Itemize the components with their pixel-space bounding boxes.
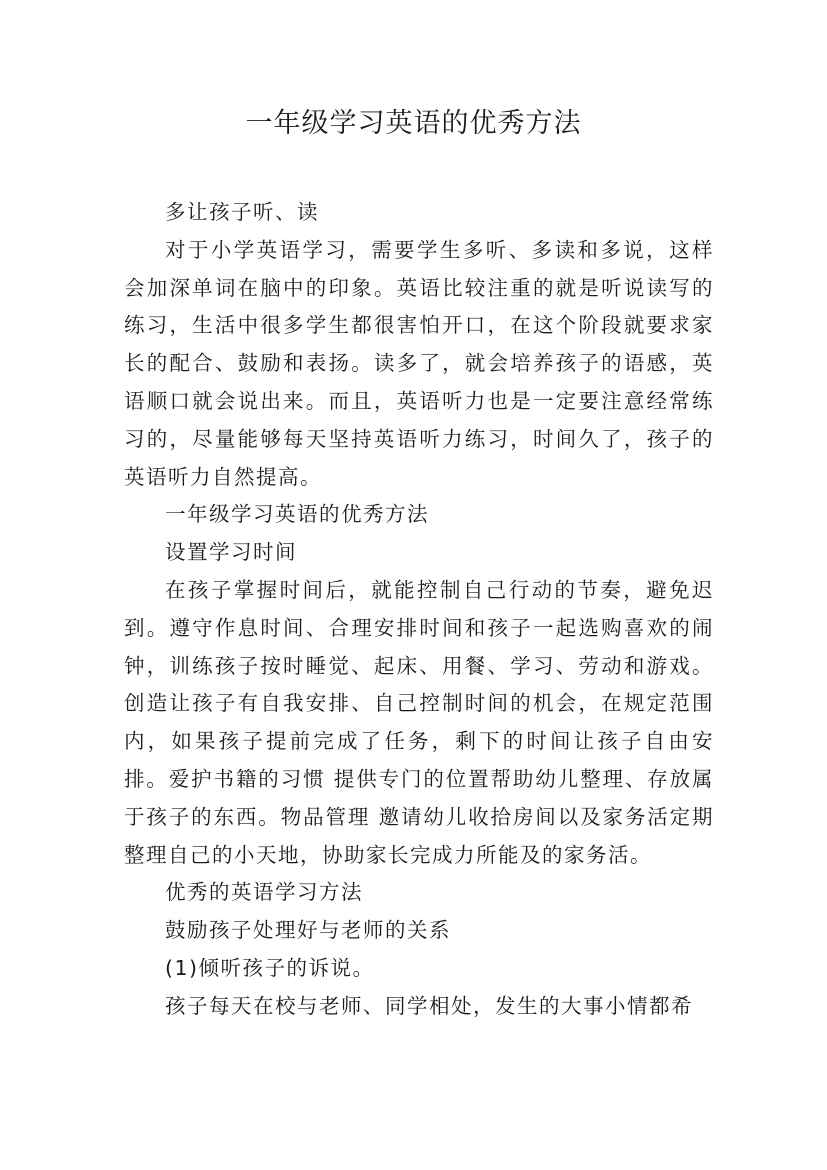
paragraph: 对于小学英语学习，需要学生多听、多读和多说，这样会加深单词在脑中的印象。英语比较注重的就是听说读写的练习，生活中很多学生都很害怕开口，在这个阶段就要求家长的配合、鼓励和表扬。读多了，就会培养孩子的语感，英语顺口就会说出来。而且，英语听力也是一定要注意经常练习的，尽量能够每天坚持英语听力练习，时间久了，孩子的英语听力自然提高。 — [124, 237, 714, 489]
paragraph: 多让孩子听、读 — [165, 200, 319, 224]
paragraph: 鼓励孩子处理好与老师的关系 — [165, 918, 451, 943]
paragraph: 设置学习时间 — [165, 540, 297, 565]
paragraph: 孩子每天在校与老师、同学相处，发生的大事小情都希 — [165, 993, 693, 1018]
paragraph: 一年级学习英语的优秀方法 — [165, 502, 429, 527]
document-body — [124, 194, 714, 1026]
paragraph: (1)倾听孩子的诉说。 — [165, 955, 375, 980]
paragraph: 优秀的英语学习方法 — [165, 880, 363, 905]
document-title: 一年级学习英语的优秀方法 — [245, 108, 582, 139]
paragraph: 在孩子掌握时间后，就能控制自己行动的节奏，避免迟到。遵守作息时间、合理安排时间和孩子一起选购喜欢的闹钟，训练孩子按时睡觉、起床、用餐、学习、劳动和游戏。创造让孩子有自我安排、自己控制时间的机会，在规定范围内，如果孩子提前完成了任务，剩下的时间让孩子自由安排。爱护书籍的习惯 提供专门的位置帮助幼儿整理、存放属于孩子的东西。物品管理 邀请幼儿收拾房间以及家务活定期整理自己的小天地，协助家长完成力所能及的家务活。 — [124, 577, 714, 867]
